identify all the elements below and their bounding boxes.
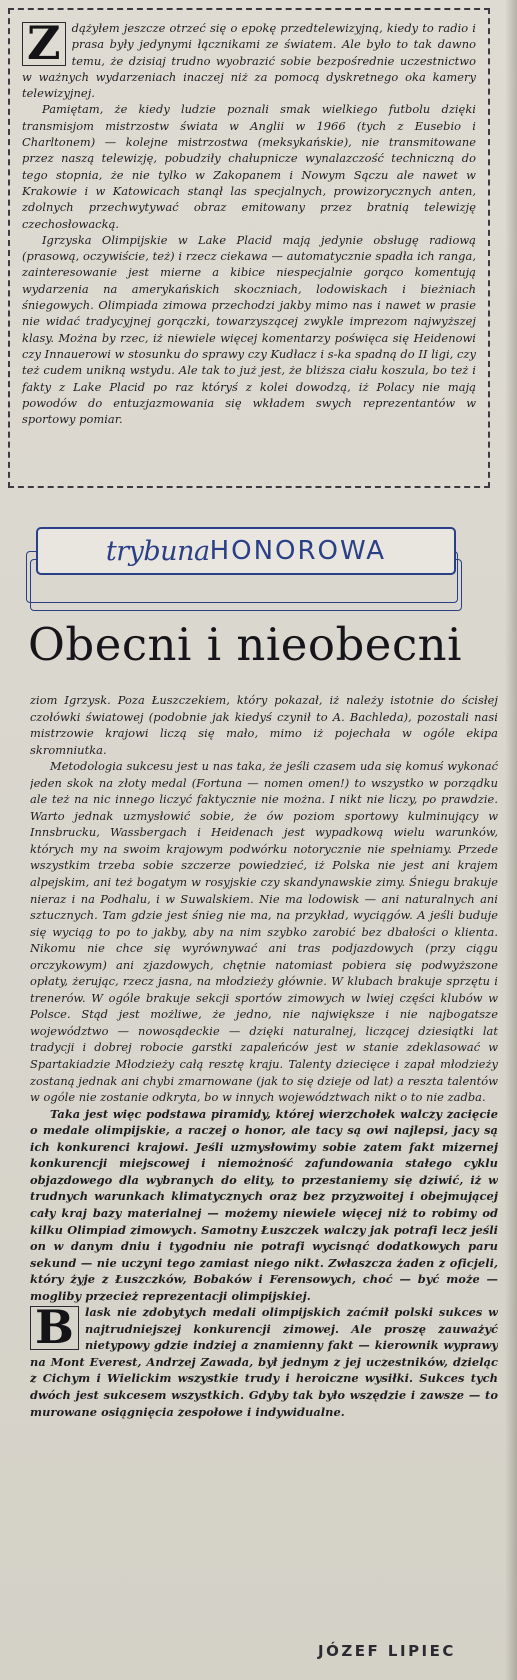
article-paragraph-3: Taka jest więc podstawa piramidy, której wierzchołek walczy zacięcie o medale olimpijskie, a raczej o honor, ale tacy są owi najlepsi, jacy są ich konkurenci krajowi. Jeśli uzmysłowimy sobie zatem fakt mizernej konkurencji miejscowej i niemożność zafundowania stałego cyklu objazdowego dla wybranych do elity, to przestaniemy się dziwić, iż w trudnych warunkach klimatycznych oraz bez przyzwoitej i obejmującej cały kraj bazy materialnej — możemy niewiele więcej niż to robimy od kilku Olimpiad zimowych. Samotny Łuszczek walczy jak potrafi lecz jeśli on w danym dniu i tygodniu nie potrafi wycisnąć dodatkowych paru sekund — nie uczyni tego zamiast niego nikt. Zwłaszcza żaden z oficjeli, który żyje z Łuszczków, Bobaków i Ferensowych, choć — być może — mogliby przecież reprezentacji olimpijskiej. <box>30 1106 498 1303</box>
article-paragraph-2: Metodologia sukcesu jest u nas taka, że jeśli czasem uda się komuś wykonać jeden skok na złoty medal (Fortuna — nomen omen!) to wszystko w porządku ale też na nic innego liczyć faktycznie nie można. I nikt nie liczy, po prawdzie. Warto jednak uzmysłowić sobie, że ów poziom sportowy kulminujący w Innsbrucku, Wassbergach i Heidenach jest wypadkową wielu warunków, których my na swoim krajowym podwórku notorycznie nie spełniamy. Przede wszystkim trzeba sobie szczerze powiedzieć, iż Polska nie jest ani krajem alpejskim, ani też bogatym w rosyjskie czy skandynawskie zimy. Śniegu brakuje nieraz i na Podhalu, i w Suwalskiem. Nie ma lodowisk — ani naturalnych ani sztucznych. Tam gdzie jest śnieg nie ma, na przykład, wyciągów. A jeśli buduje się wyciąg to po to jakby, aby na nim szybko zarobić bez dbałości o klienta. Nikomu nie chce się wyrównywać ani tras podjazdowych (przy ciągu orczykowym) ani zjazdowych, chętnie natomiast pobiera się podwyższone opłaty, żerując, rzecz jasna, na młodzieży głównie. W klubach brakuje sprzętu i trenerów. W ogóle brakuje sekcji sportów zimowych w lwiej części klubów w Polsce. Stąd jest możliwe, że jedno, nie największe i nie najbogatsze województwo — nowosądeckie — dzięki naturalnej, liczącej dziesiątki lat tradycji i dobrej robocie garstki zapaleńców jest w stanie zdeklasować w Spartakiadzie Młodzieży całą resztę kraju. Talenty dziecięce i zapał młodzieży zostaną jednak ani chybi zmarnowane (jak to się dzieje od lat) a reszta talentów w ogóle nie zostanie odkryta, bo w innych województwach nikt o to nie zadba. <box>30 759 498 1105</box>
article-paragraph-4-text: lask nie zdobytych medali olimpijskich zaćmił polski sukces w najtrudniejszej konkurencji zimowej. Ale proszę zauważyć nietypowy gdzie indziej a znamienny fakt — kierownik wyprawy na Mont Everest, Andrzej Zawada, był jednym z jej uczestników, dzieląc z Cichym i Wielickim wszystkie trudy i heroiczne wysiłki. Sukces tych dwóch jest sukcesem wszystkich. Gdyby tak było wszędzie i zawsze — to murowane osiągnięcia zespołowe i indywidualne. <box>30 1305 498 1419</box>
article-paragraph-4 <box>30 1300 498 1420</box>
top-paragraph-1 <box>22 16 476 101</box>
top-paragraph-2: Pamiętam, że kiedy ludzie poznali smak wielkiego futbolu dzięki transmisjom mistrzostw świata w Anglii w 1966 (tych z Eusebio i Charltonem) — kolejne mistrzostwa (meksykańskie), nie transmitowane przez naszą telewizję, pobudziły chałupnicze wynalazczość techniczną do tego stopnia, że nie tylko w Zakopanem i Nowym Sączu ale nawet w Krakowie i w Katowicach stanął las specjalnych, prowizorycznych anten, zdolnych przechwytywać obraz emitowany przez bratnią telewizję czechosłowacką. <box>22 102 476 231</box>
top-paragraph-3: Igrzyska Olimpijskie w Lake Placid mają jedynie obsługę radiową (prasową, oczywiście, też) i rzecz ciekawa — automatycznie spadła ich ranga, zainteresowanie jest mierne a kibice niespecjalnie gorąco komentują wydarzenia na amerykańskich skoczniach, lodowiskach i bieżniach śniegowych. Olimpiada zimowa przechodzi jakby mimo nas i nawet w prasie nie widać tradycyjnej gorączki, towarzyszącej zwykle imprezom najwyższej klasy. Można by rzec, iż niewiele więcej komentarzy poświęca się Heidenowi czy Innauerowi w stosunku do sprawy czy Kudłacz i s-ka spadną do II ligi, czy też cudem unikną wstydu. Ale tak to już jest, że bliższa ciału koszula, bo też i fakty z Lake Placid po raz któryś z kolei dowodzą, iż Polacy nie mają powodów do entuzjazmowania się wkładem swych reprezentantów w sportowy pomiar. <box>22 232 476 427</box>
dropcap-z: Z <box>22 22 66 66</box>
article-headline: Obecni i nieobecni <box>28 618 463 671</box>
article-body <box>30 692 498 1632</box>
article-paragraph-1: ziom Igrzysk. Poza Łuszczekiem, który pokazał, iż należy istotnie do ścisłej czołówki światowej (podobnie jak kiedyś czynił to A. Bachleda), pozostali nasi mistrzowie krajowi liczą się mało, mimo iż pojechała w ogóle ekipa skromniutka. <box>30 693 498 757</box>
top-section <box>8 8 490 488</box>
banner-right-text: HONOROWA <box>209 536 387 566</box>
top-paragraph-1-text: dążyłem jeszcze otrzeć się o epokę przedtelewizyjną, kiedy to radio i prasa były jedynymi łącznikami ze światem. Ale było to tak dawno temu, że dzisiaj trudno wyobrazić sobie bezpośrednie uczestnictwo w ważnych wydarzeniach inaczej niż za pomocą dyskretnego oka kamery telewizyjnej. <box>22 21 476 101</box>
page-edge-shadow <box>505 0 517 1680</box>
banner-plate <box>36 527 456 575</box>
author-signature: JÓZEF LIPIEC <box>318 1642 456 1660</box>
banner-left-text: trybuna <box>105 535 210 567</box>
dropcap-b: B <box>30 1306 79 1350</box>
column-banner <box>22 527 462 605</box>
